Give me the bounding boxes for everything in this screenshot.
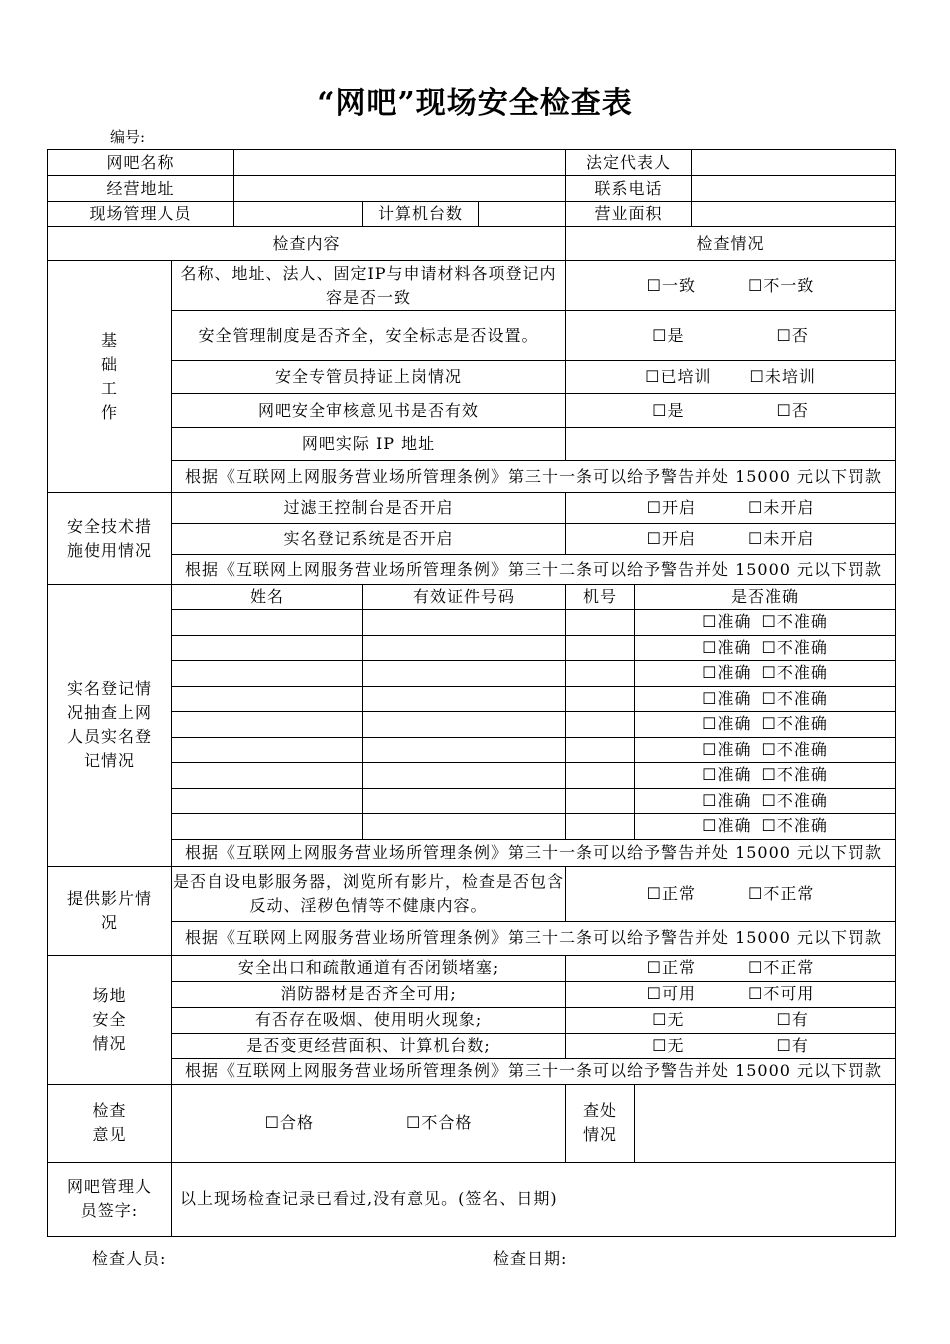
id-number-field[interactable] — [363, 661, 566, 687]
checkbox-icon: ☐ — [748, 958, 764, 977]
option-checkbox[interactable] — [777, 1008, 809, 1032]
option-checkbox[interactable] — [750, 365, 816, 389]
inspection-date-label: 检查日期: — [493, 1249, 568, 1268]
checkbox-icon: ☐ — [702, 688, 718, 708]
id-number-field[interactable] — [363, 712, 566, 738]
accuracy-options — [635, 635, 896, 661]
checkbox-icon: ☐ — [761, 790, 777, 810]
checkbox-icon: ☐ — [702, 663, 718, 683]
option-label: 准确 — [717, 739, 752, 759]
machine-number-field[interactable] — [566, 635, 635, 661]
option-label: 不准确 — [776, 688, 828, 708]
name-field[interactable] — [172, 712, 363, 738]
manager-label: 现场管理人员 — [48, 202, 234, 227]
area-label: 营业面积 — [566, 202, 692, 227]
id-number-field[interactable] — [363, 686, 566, 712]
section-realname-check: 实名登记情 况抽查上网 人员实名登 记情况 — [48, 585, 172, 867]
check-item: 过滤王控制台是否开启 — [172, 493, 566, 524]
opinion-options — [172, 1084, 566, 1162]
option-checkbox[interactable] — [652, 399, 684, 423]
legal-rep-field[interactable] — [692, 150, 896, 176]
option-label: 未培训 — [764, 367, 816, 386]
cafe-name-field[interactable] — [234, 150, 566, 176]
option-label: 准确 — [717, 790, 752, 810]
option-checkbox[interactable] — [777, 324, 809, 348]
accurate-checkbox[interactable] — [702, 738, 751, 762]
name-field[interactable] — [172, 635, 363, 661]
realname-row — [48, 788, 896, 814]
checkbox-icon: ☐ — [646, 958, 663, 977]
option-checkbox[interactable] — [652, 324, 684, 348]
check-item: 是否自设电影服务器，浏览所有影片，检查是否包含反动、淫秽色情等不健康内容。 — [172, 866, 566, 921]
option-label: 不准确 — [776, 637, 828, 657]
inspection-table — [47, 149, 896, 1237]
inaccurate-checkbox[interactable] — [762, 712, 828, 736]
checkbox-icon: ☐ — [702, 816, 718, 836]
accuracy-options — [635, 737, 896, 763]
checkbox-icon: ☐ — [776, 1035, 792, 1055]
option-label: 不可用 — [763, 984, 815, 1003]
regulation-note: 根据《互联网上网服务营业场所管理条例》第三十一条可以给予警告并处 15000 元以下罚款 — [172, 1058, 896, 1084]
accuracy-options — [635, 686, 896, 712]
option-label: 不一致 — [763, 275, 815, 295]
column-header: 姓名 — [172, 585, 363, 610]
option-label: 合格 — [280, 1113, 315, 1132]
id-number-field[interactable] — [363, 763, 566, 789]
check-options — [566, 261, 896, 311]
handling-field[interactable] — [635, 1084, 896, 1162]
realname-row — [48, 635, 896, 661]
check-item: 实名登记系统是否开启 — [172, 524, 566, 555]
accurate-checkbox[interactable] — [702, 789, 751, 813]
section-site-safety: 场地 安全 情况 — [48, 955, 172, 1084]
checkbox-icon: ☐ — [776, 325, 792, 345]
option-checkbox[interactable] — [748, 527, 814, 551]
checkbox-icon: ☐ — [652, 325, 668, 345]
name-field[interactable] — [172, 814, 363, 840]
check-options — [566, 311, 896, 361]
check-options — [566, 866, 896, 921]
accurate-checkbox[interactable] — [702, 712, 751, 736]
checkbox-icon: ☐ — [646, 498, 663, 517]
name-field[interactable] — [172, 763, 363, 789]
realname-row — [48, 686, 896, 712]
checkbox-icon: ☐ — [645, 367, 661, 386]
checkbox-icon: ☐ — [702, 637, 718, 657]
checkbox-icon: ☐ — [776, 1010, 792, 1029]
signature-field[interactable]: 以上现场检查记录已看过,没有意见。(签名、日期) — [172, 1162, 896, 1236]
address-field[interactable] — [234, 176, 566, 202]
checkbox-icon: ☐ — [748, 275, 764, 295]
check-options — [566, 361, 896, 394]
check-item: 有否存在吸烟、使用明火现象; — [172, 1007, 566, 1033]
option-label: 是 — [667, 400, 685, 420]
accuracy-options — [635, 814, 896, 840]
accurate-checkbox[interactable] — [702, 636, 751, 660]
check-options — [566, 981, 896, 1007]
option-label: 不正常 — [763, 883, 815, 903]
inaccurate-checkbox[interactable] — [762, 661, 828, 685]
option-label: 不准确 — [776, 714, 828, 734]
accurate-checkbox[interactable] — [702, 661, 751, 685]
checkbox-icon: ☐ — [748, 984, 764, 1003]
option-checkbox[interactable] — [748, 274, 814, 298]
option-label: 否 — [791, 400, 809, 420]
option-checkbox[interactable] — [647, 527, 696, 551]
checkbox-icon: ☐ — [761, 714, 777, 734]
checkbox-icon: ☐ — [702, 790, 718, 810]
option-label: 无 — [667, 1010, 685, 1029]
option-label: 未开启 — [763, 498, 815, 517]
phone-label: 联系电话 — [566, 176, 692, 202]
machine-number-field[interactable] — [566, 763, 635, 789]
column-header: 是否准确 — [635, 585, 896, 610]
option-label: 不准确 — [776, 663, 828, 683]
address-label: 经营地址 — [48, 176, 234, 202]
name-field[interactable] — [172, 686, 363, 712]
regulation-note: 根据《互联网上网服务营业场所管理条例》第三十二条可以给予警告并处 15000 元以下罚款 — [172, 555, 896, 585]
checkbox-icon: ☐ — [652, 400, 668, 420]
option-label: 开启 — [662, 498, 697, 517]
checkbox-icon: ☐ — [406, 1113, 422, 1132]
page-title: “网吧”现场安全检查表 — [317, 86, 633, 121]
id-number-field[interactable] — [363, 610, 566, 636]
option-label: 不准确 — [776, 816, 828, 836]
checkbox-icon: ☐ — [761, 612, 777, 632]
realname-row — [48, 661, 896, 687]
inaccurate-checkbox[interactable] — [762, 687, 828, 711]
regulation-note: 根据《互联网上网服务营业场所管理条例》第三十一条可以给予警告并处 15000 元以下罚款 — [172, 461, 896, 493]
option-label: 准确 — [717, 714, 752, 734]
option-label: 准确 — [717, 663, 752, 683]
option-label: 不合格 — [421, 1113, 473, 1132]
check-options — [566, 394, 896, 428]
accurate-checkbox[interactable] — [702, 763, 751, 787]
accuracy-options — [635, 763, 896, 789]
check-status-header: 检查情况 — [566, 227, 896, 261]
option-checkbox[interactable] — [748, 956, 814, 980]
accuracy-options — [635, 661, 896, 687]
cafe-name-label: 网吧名称 — [48, 150, 234, 176]
check-options — [566, 1007, 896, 1033]
computers-field[interactable] — [479, 202, 566, 227]
id-number-field[interactable] — [363, 737, 566, 763]
option-label: 不准确 — [776, 739, 828, 759]
option-label: 准确 — [717, 637, 752, 657]
option-checkbox[interactable] — [647, 882, 696, 906]
checkbox-icon: ☐ — [776, 400, 792, 420]
option-checkbox[interactable] — [645, 365, 711, 389]
checkbox-icon: ☐ — [646, 275, 663, 295]
option-label: 准确 — [717, 816, 752, 836]
section-film: 提供影片情 况 — [48, 866, 172, 955]
actual-ip-field[interactable] — [566, 428, 896, 461]
option-label: 有 — [791, 1010, 809, 1029]
checkbox-icon: ☐ — [749, 367, 765, 386]
serial-number-label: 编号: — [110, 128, 146, 146]
option-label: 不准确 — [776, 765, 828, 785]
machine-number-field[interactable] — [566, 712, 635, 738]
check-options — [566, 955, 896, 981]
inaccurate-checkbox[interactable] — [762, 738, 828, 762]
id-number-field[interactable] — [363, 635, 566, 661]
column-header: 机号 — [566, 585, 635, 610]
check-options — [566, 1033, 896, 1058]
realname-row — [48, 712, 896, 738]
accuracy-options — [635, 712, 896, 738]
fail-checkbox[interactable] — [406, 1111, 472, 1135]
realname-row — [48, 737, 896, 763]
inaccurate-checkbox[interactable] — [762, 763, 828, 787]
inaccurate-checkbox[interactable] — [762, 814, 828, 838]
option-checkbox[interactable] — [652, 1008, 684, 1032]
check-item: 网吧实际 IP 地址 — [172, 428, 566, 461]
phone-field[interactable] — [692, 176, 896, 202]
manager-field[interactable] — [234, 202, 363, 227]
checkbox-icon: ☐ — [761, 637, 777, 657]
name-field[interactable] — [172, 737, 363, 763]
checkbox-icon: ☐ — [761, 816, 777, 836]
realname-row — [48, 610, 896, 636]
inaccurate-checkbox[interactable] — [762, 636, 828, 660]
check-item: 是否变更经营面积、计算机台数; — [172, 1033, 566, 1058]
option-checkbox[interactable] — [647, 982, 696, 1006]
option-checkbox[interactable] — [748, 882, 814, 906]
checkbox-icon: ☐ — [761, 739, 777, 759]
inspector-label: 检查人员: — [92, 1249, 167, 1268]
checkbox-icon: ☐ — [646, 529, 663, 548]
accuracy-options — [635, 788, 896, 814]
checkbox-icon: ☐ — [646, 883, 663, 903]
checkbox-icon: ☐ — [702, 765, 718, 785]
check-options — [566, 493, 896, 524]
option-checkbox[interactable] — [748, 982, 814, 1006]
machine-number-field[interactable] — [566, 610, 635, 636]
accuracy-options — [635, 610, 896, 636]
option-label: 否 — [791, 325, 809, 345]
checkbox-icon: ☐ — [748, 498, 764, 517]
inaccurate-checkbox[interactable] — [762, 789, 828, 813]
option-checkbox[interactable] — [777, 1034, 809, 1058]
name-field[interactable] — [172, 788, 363, 814]
option-label: 有 — [791, 1035, 809, 1055]
option-label: 准确 — [717, 612, 752, 632]
option-label: 正常 — [662, 958, 697, 977]
section-basic-work: 基 础 工 作 — [48, 261, 172, 493]
option-checkbox[interactable] — [647, 956, 696, 980]
machine-number-field[interactable] — [566, 814, 635, 840]
checkbox-icon: ☐ — [761, 663, 777, 683]
checkbox-icon: ☐ — [702, 714, 718, 734]
option-checkbox[interactable] — [647, 496, 696, 520]
accurate-checkbox[interactable] — [702, 610, 751, 634]
checkbox-icon: ☐ — [748, 883, 764, 903]
accurate-checkbox[interactable] — [702, 687, 751, 711]
option-label: 不准确 — [776, 790, 828, 810]
section-security-tech: 安全技术措 施使用情况 — [48, 493, 172, 585]
opinion-label: 检查 意见 — [48, 1084, 172, 1162]
machine-number-field[interactable] — [566, 788, 635, 814]
name-field[interactable] — [172, 610, 363, 636]
name-field[interactable] — [172, 661, 363, 687]
check-item: 安全出口和疏散通道有否闭锁堵塞; — [172, 955, 566, 981]
realname-row — [48, 763, 896, 789]
machine-number-field[interactable] — [566, 661, 635, 687]
accurate-checkbox[interactable] — [702, 814, 751, 838]
check-item: 安全专管员持证上岗情况 — [172, 361, 566, 394]
id-number-field[interactable] — [363, 788, 566, 814]
machine-number-field[interactable] — [566, 737, 635, 763]
option-checkbox[interactable] — [748, 496, 814, 520]
area-field[interactable] — [692, 202, 896, 227]
column-header: 有效证件号码 — [363, 585, 566, 610]
id-number-field[interactable] — [363, 814, 566, 840]
option-label: 可用 — [662, 984, 697, 1003]
check-item: 安全管理制度是否齐全，安全标志是否设置。 — [172, 311, 566, 361]
check-item: 名称、地址、法人、固定IP与申请材料各项登记内容是否一致 — [172, 261, 566, 311]
legal-rep-label: 法定代表人 — [566, 150, 692, 176]
checkbox-icon: ☐ — [652, 1010, 668, 1029]
option-label: 正常 — [662, 883, 697, 903]
machine-number-field[interactable] — [566, 686, 635, 712]
check-options — [566, 524, 896, 555]
computers-label: 计算机台数 — [363, 202, 479, 227]
option-label: 无 — [667, 1035, 685, 1055]
option-label: 开启 — [662, 529, 697, 548]
regulation-note: 根据《互联网上网服务营业场所管理条例》第三十一条可以给予警告并处 15000 元以下罚款 — [172, 839, 896, 866]
option-label: 是 — [667, 325, 685, 345]
signature-label: 网吧管理人 员签字: — [48, 1162, 172, 1236]
option-label: 已培训 — [660, 367, 712, 386]
option-label: 准确 — [717, 688, 752, 708]
option-checkbox[interactable] — [652, 1034, 684, 1058]
checkbox-icon: ☐ — [761, 688, 777, 708]
option-label: 一致 — [662, 275, 697, 295]
option-label: 未开启 — [763, 529, 815, 548]
checkbox-icon: ☐ — [646, 984, 663, 1003]
pass-checkbox[interactable] — [265, 1111, 314, 1135]
checkbox-icon: ☐ — [702, 739, 718, 759]
option-label: 不正常 — [763, 958, 815, 977]
option-checkbox[interactable] — [777, 399, 809, 423]
realname-row — [48, 814, 896, 840]
checkbox-icon: ☐ — [264, 1113, 280, 1132]
checkbox-icon: ☐ — [652, 1035, 668, 1055]
checkbox-icon: ☐ — [702, 612, 718, 632]
check-item: 消防器材是否齐全可用; — [172, 981, 566, 1007]
check-item: 网吧安全审核意见书是否有效 — [172, 394, 566, 428]
handling-label: 查处 情况 — [566, 1084, 635, 1162]
inaccurate-checkbox[interactable] — [762, 610, 828, 634]
option-label: 准确 — [717, 765, 752, 785]
checkbox-icon: ☐ — [748, 529, 764, 548]
option-label: 不准确 — [776, 612, 828, 632]
checkbox-icon: ☐ — [761, 765, 777, 785]
regulation-note: 根据《互联网上网服务营业场所管理条例》第三十二条可以给予警告并处 15000 元以下罚款 — [172, 921, 896, 955]
option-checkbox[interactable] — [647, 274, 696, 298]
check-content-header: 检查内容 — [48, 227, 566, 261]
